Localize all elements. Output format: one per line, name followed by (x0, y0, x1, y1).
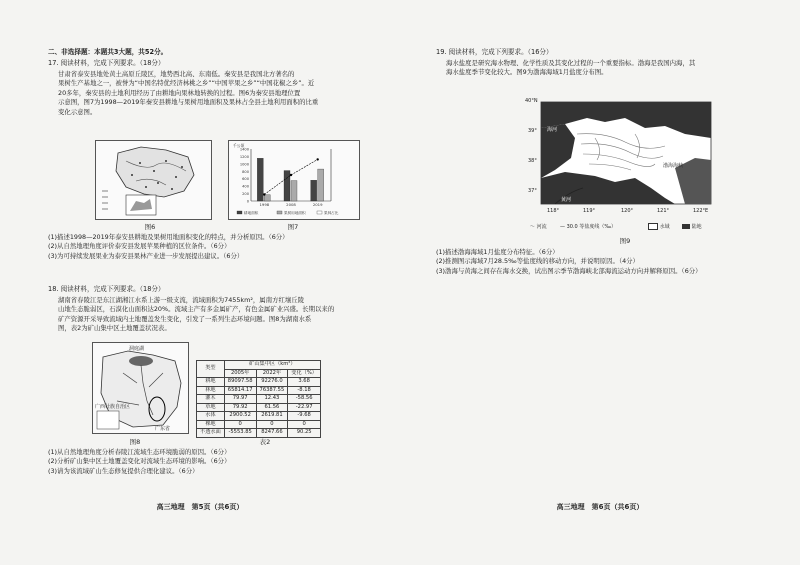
legend-water-label: 水域 (659, 224, 670, 230)
y-tick-label: 200 (242, 192, 249, 197)
lat-label-38: 38° (528, 158, 537, 164)
table-cell: 79.92 (224, 403, 256, 412)
q17-line: 示意图，图7为1998—2019年秦安县耕地与果树用地面积及果林占全县土地利用面积的比重 (58, 98, 319, 107)
q19-heading: 19. 阅读材料，完成下列要求。（16分） (436, 48, 553, 56)
q17-question-1: (1)描述1998—2019年泰安县耕地及果树用地面积变化的特点，并分析原因。（6分） (48, 233, 289, 241)
table-cell: 不透水面 (197, 429, 225, 438)
map-label-guangdong: 广东省 (155, 426, 171, 432)
table-cell: 90.25 (288, 429, 321, 438)
table-row (197, 429, 321, 438)
table-row (197, 403, 321, 412)
fig9-caption: 图9 (619, 237, 631, 245)
table-col: 2005年 (224, 369, 256, 378)
y-tick-label: 800 (242, 169, 249, 174)
fig7-chart-svg (229, 141, 359, 219)
q17-line: 甘肃省泰安县地处黄土高原丘陵区，地势西北高、东南低。秦安县是我国北方著名的 (58, 70, 295, 78)
table-row (197, 420, 321, 429)
fig6-caption: 图6 (144, 223, 156, 231)
place-label-huanghe: 黄河 (561, 197, 572, 203)
y-tick-label: 0 (246, 199, 249, 204)
x-tick-label: 2008 (286, 202, 296, 207)
legend-river-label: 河流 (536, 224, 547, 230)
q18-question-3: (3)请为该流域矿山生态修复提供合理化建议。（6分） (48, 466, 199, 475)
table-cell: 92276.0 (256, 378, 288, 387)
fig6-map (95, 140, 212, 220)
q17-question-2: (2)从自然地理角度评价泰安县发展苹果种植的区位条件。（6分） (48, 242, 231, 251)
lat-label-37: 37° (528, 188, 537, 194)
place-label-strait: 渤海海峡 (663, 163, 684, 169)
fig9-map-drawing (525, 98, 720, 220)
legend-swatch (317, 211, 322, 214)
legend-label: 果树用地面积 (284, 211, 306, 215)
lon-label-118: 118° (547, 208, 560, 214)
table-cell: 0 (256, 420, 288, 429)
table-cell: 水体 (197, 412, 225, 421)
q18-line: 图，表2为矿山集中区土地覆盖状况表。 (58, 324, 171, 333)
legend-box (97, 411, 119, 429)
lake-shape (129, 356, 153, 366)
table-cell: -58.56 (288, 395, 321, 404)
fig9-map (525, 98, 720, 220)
q18-paragraph (58, 296, 334, 334)
table-col-type: 类型 (197, 361, 225, 378)
q17-paragraph (58, 70, 318, 117)
bar-orchard (291, 181, 297, 201)
table-cell: 3.68 (288, 378, 321, 387)
legend-land-label: 陆地 (691, 224, 702, 230)
q19-line: 海水盐度季节变化较大。图9为渤海海域1月盐度分布图。 (446, 68, 608, 77)
section-title: 二、非选择题：本题共3大题，共52分。 (48, 48, 168, 56)
q18-line: 山地生态脆弱区，石漠化山面积达20%。流域主产有多金属矿产，有色金属矿业兴盛。长期以来的 (58, 305, 335, 314)
q18-line: 湖南省春陵江是东江湖湘江水系上游一级支流，流域面积为7455km²，属南方红壤丘陵 (58, 296, 305, 304)
table-col: 变化（%） (288, 369, 321, 378)
table-cell: 林地 (197, 386, 225, 395)
table-cell: 8247.66 (256, 429, 288, 438)
y-axis-label: 千公顷 (233, 143, 245, 148)
q19-question-2: (2)推测图示海域7月28.5‰等盐度线的移动方向，并说明原因。（4分） (436, 257, 639, 266)
lat-label-40: 40°N (525, 98, 538, 104)
county-outline (116, 147, 194, 197)
table-cell: 65814.17 (224, 386, 256, 395)
q17-line: 变化示意图。 (58, 107, 97, 116)
table-row (197, 378, 321, 387)
y-tick-label: 1400 (239, 147, 249, 152)
q17-line: 果树生产基地之一，被誉为“中国名特优经济林桃之乡”“中国苹果之乡”“中国花椒之乡”。近 (58, 79, 315, 88)
map-label-lake: 洞庭湖 (129, 346, 145, 352)
table-group-header: 矿山集中区（km²） (224, 361, 320, 370)
q19-question-1: (1)描述渤海海域1月盐度分布特征。（6分） (436, 248, 559, 256)
legend-land (682, 223, 702, 230)
table-cell: 61.56 (256, 403, 288, 412)
table-cell: 76387.55 (256, 386, 288, 395)
table-row (197, 386, 321, 395)
table-cell: -22.97 (288, 403, 321, 412)
table-cell: 裸地 (197, 420, 225, 429)
legend-isohaline-label: 30.0 等盐度线（‰） (566, 224, 617, 230)
bar-farmland (257, 158, 263, 201)
q19-question-3: (3)渤海与黄海之间存在海水交换，试出图示季节渤海峡北部海流运动方向并解释原因。（6分） (436, 266, 702, 275)
y-tick-label: 1000 (239, 162, 249, 167)
y-tick-label: 1200 (239, 154, 249, 159)
q18-heading: 18. 阅读材料，完成下列要求。（18分） (48, 285, 165, 293)
lon-label-121: 121° (657, 208, 670, 214)
table-cell: 耕地 (197, 378, 225, 387)
table-row (197, 395, 321, 404)
page-footer-right: 高三地理 第6页（共6页） (556, 503, 644, 511)
fig8-map-drawing (93, 343, 188, 433)
table-2 (196, 360, 321, 438)
fig8-map (92, 342, 189, 434)
table-cell: -8.18 (288, 386, 321, 395)
fig7-caption: 图7 (287, 223, 299, 231)
q17-heading: 17. 阅读材料，完成下列要求。（18分） (48, 59, 165, 67)
page-footer-left: 高三地理 第5页（共6页） (156, 503, 244, 511)
map-label-guangxi: 广西壮族自治区 (95, 404, 131, 410)
q19-questions (436, 248, 702, 276)
lat-label-39: 39° (528, 128, 537, 134)
table2-caption: 表2 (259, 438, 271, 446)
table-cell: -5553.85 (224, 429, 256, 438)
line-point (316, 158, 318, 160)
bar-orchard (318, 169, 324, 201)
table-cell: 0 (224, 420, 256, 429)
x-tick-label: 2019 (312, 202, 323, 207)
fig8-caption: 图8 (129, 438, 141, 446)
page-6 (400, 0, 800, 565)
y-tick-label: 400 (242, 184, 249, 189)
legend-river: ～ 河流 (530, 224, 547, 230)
table-cell: 2900.52 (224, 412, 256, 421)
lon-label-119: 119° (583, 208, 596, 214)
legend-swatch (277, 211, 282, 214)
table-cell: 2619.81 (256, 412, 288, 421)
bar-farmland (284, 171, 290, 201)
legend-water (648, 223, 670, 230)
legend-label: 果林占比 (324, 211, 339, 215)
table-cell: -9.68 (288, 412, 321, 421)
lon-label-122: 122°E (693, 208, 709, 214)
legend-marks (102, 191, 108, 209)
q17-question-3: (3)为可持续发展果业为泰安县果林产业进一步发展提出建议。（6分） (48, 251, 244, 260)
q18-question-1: (1)从自然地理角度分析春陵江流域生态环境脆弱的原因。（6分） (48, 448, 231, 456)
table-cell: 79.97 (224, 395, 256, 404)
lon-label-120: 120° (621, 208, 634, 214)
y-tick-label: 600 (242, 177, 249, 182)
legend-label: 耕地面积 (244, 211, 259, 215)
table-cell: 12.43 (256, 395, 288, 404)
q19-line: 海水盐度是研究海水物理、化学性质及其变化过程的一个重要指标。渤海是我国内海，其 (446, 59, 696, 67)
fig6-map-drawing (96, 141, 211, 219)
table-cell: 0 (288, 420, 321, 429)
table-cell: 草地 (197, 403, 225, 412)
q18-questions (48, 448, 230, 476)
table-row (197, 412, 321, 421)
fig7-chart (228, 140, 360, 220)
q19-paragraph (446, 59, 695, 78)
bar-orchard (264, 195, 270, 201)
legend-swatch (237, 211, 242, 214)
place-label-haihe: 海河 (547, 127, 558, 133)
legend-isohaline: — 30.0 等盐度线（‰） (560, 224, 617, 230)
table-cell: 灌木 (197, 395, 225, 404)
q17-questions (48, 233, 289, 261)
fig9-legend (530, 222, 725, 232)
table-cell: 89097.58 (224, 378, 256, 387)
bar-farmland (311, 180, 317, 201)
table-col: 2022年 (256, 369, 288, 378)
q17-line: 20多年，秦安县的土地利用经历了由耕地向果林地转换的过程。图6为秦安县地理位置 (58, 88, 301, 97)
q18-line: 矿产资源开采导致流域内土地覆盖发生变化，引发了一系列生态环境问题。图8为湖南水系 (58, 314, 312, 323)
x-tick-label: 1998 (259, 202, 270, 207)
q18-question-2: (2)分析矿山集中区土地覆盖变化对流域生态环境的影响。（6分） (48, 457, 231, 466)
